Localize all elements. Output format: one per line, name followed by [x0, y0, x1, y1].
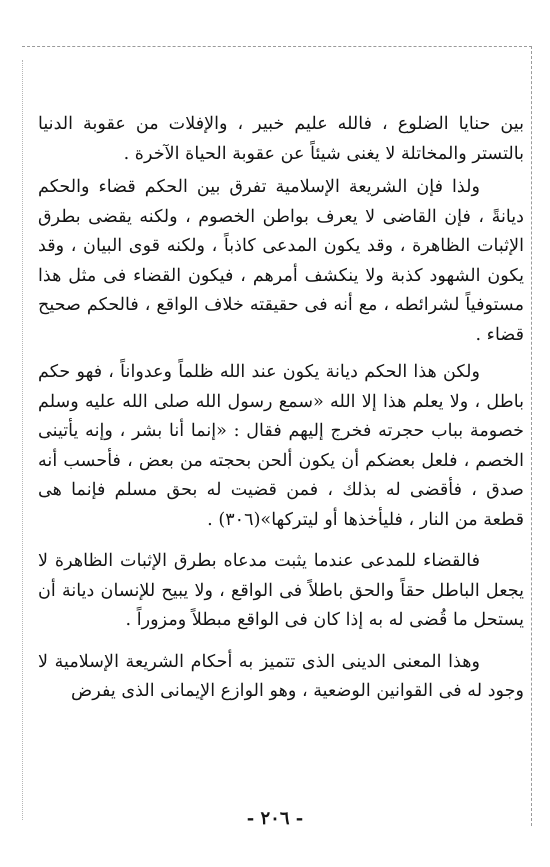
paragraph: فالقضاء للمدعى عندما يثبت مدعاه بطرق الإثبات الظاهرة لا يجعل الباطل حقاً والحق باطلاً فى الواقع ، ولا يبيح للإنسان ديانة أن يستحل ما قُضى له به إذا كان فى الواقع مبطلاً ومزوراً .	[38, 551, 524, 630]
page-edge-top	[22, 46, 532, 47]
paragraph: ولكن هذا الحكم ديانة يكون عند الله ظلماً وعدواناً ، فهو حكم باطل ، ولا يعلم هذا إلا الله «سمع رسول الله صلى الله عليه وسلم خصومة بباب حجرته فخرج إليهم فقال : «إنما أنا بشر ، وإنه يأتينى الخصم ، فلعل بعضكم أن يكون ألحن بحجته من بعض ، فأحسب أنه صدق ، فأقضى له بذلك ، فمن قضيت له بحق مسلم فإنما هى قطعة من النار ، فليأخذها أو ليتركها»(٣٠٦) .	[38, 362, 524, 530]
page-number: - ٢٠٦ -	[246, 808, 304, 829]
page-edge-right	[531, 46, 532, 826]
page-edge-left	[22, 60, 23, 820]
body-text	[38, 110, 524, 707]
paragraph: ولذا فإن الشريعة الإسلامية تفرق بين الحكم قضاء والحكم ديانةً ، فإن القاضى لا يعرف بواطن الخصوم ، ولكنه يقضى بطرق الإثبات الظاهرة ، وقد يكون المدعى كاذباً ، ولكنه قوى البيان ، وقد يكون الشهود كذبة ولا ينكشف أمرهم ، فيكون القضاء فى مثل هذا مستوفياً لشرائطه ، مع أنه فى حقيقته خلاف الواقع ، فالحكم صحيح قضاء .	[38, 177, 524, 345]
paragraph: بين حنايا الضلوع ، فالله عليم خبير ، والإفلات من عقوبة الدنيا بالتستر والمخاتلة لا يغنى شيئاً عن عقوبة الحياة الآخرة .	[38, 114, 524, 164]
paragraph: وهذا المعنى الدينى الذى تتميز به أحكام الشريعة الإسلامية لا وجود له فى القوانين الوضعية ، وهو الوازع الإيمانى الذى يفرض	[38, 651, 524, 701]
